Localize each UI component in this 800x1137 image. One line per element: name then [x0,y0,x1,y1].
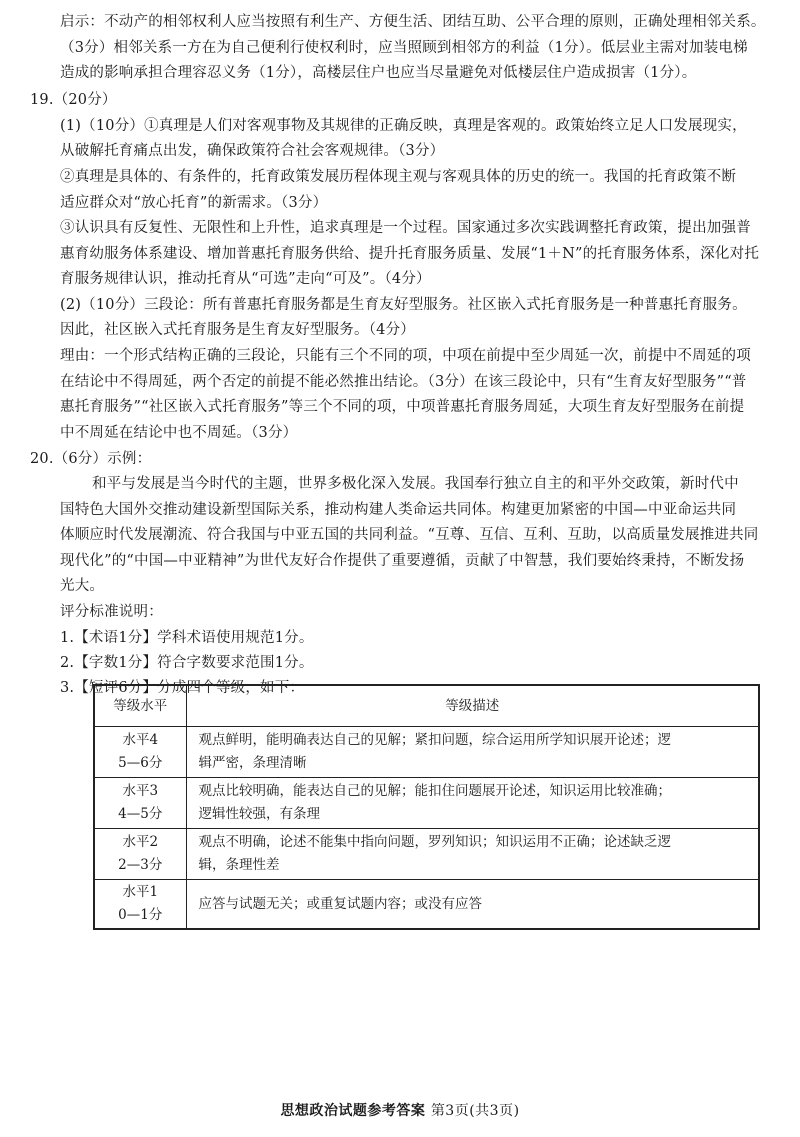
desc-text: 观点比较明确，能表达自己的见解；能扣住问题展开论述，知识运用比较准确； [198,783,671,799]
desc-cell [186,727,759,778]
table-header-desc: 等级描述 [186,685,759,727]
scoring-item: 2.【字数1分】符合字数要求范围1分。 [60,655,314,671]
desc-text: 观点不明确，论述不能集中指向问题，罗列知识；知识运用不正确；论述缺乏逻 [198,834,671,850]
sample-paragraph-line: 光大。 [60,578,105,594]
answer-line: 育服务规律认识，推动托育从“可选”走向“可及”。（4分） [60,271,431,287]
answer-line: ②真理是具体的、有条件的，托育政策发展历程体现主观与客观具体的历史的统一。我国的托育政策不断 [60,169,737,185]
level-name: 水平1 [122,884,159,900]
answer-line: 适应群众对“放心托育”的新需求。（3分） [60,195,328,211]
answer-line: ③认识具有反复性、无限性和上升性，追求真理是一个过程。国家通过多次实践调整托育政策，提出加强普 [60,220,751,236]
answer-line: 理由：一个形式结构正确的三段论，只能有三个不同的项，中项在前提中至少周延一次，前提中不周延的项 [60,348,751,364]
level-score: 2—3分 [118,857,163,873]
level-cell [94,778,186,829]
scoring-item: 1.【术语1分】学科术语使用规范1分。 [60,630,314,646]
level-name: 水平2 [122,834,159,850]
sample-paragraph-line: 和平与发展是当今时代的主题，世界多极化深入发展。我国奉行独立自主的和平外交政策，新时代中 [92,476,739,492]
answer-line: 惠托育服务”“社区嵌入式托育服务”等三个不同的项，中项普惠托育服务周延，大项生育友好型服务在前提 [60,399,745,415]
level-cell [94,727,186,778]
level-name: 水平4 [122,732,159,748]
desc-cell [186,829,759,880]
answer-line: 启示：不动产的相邻权利人应当按照有利生产、方便生活、团结互助、公平合理的原则，正确处理相邻关系。 [60,14,766,30]
answer-line: 在结论中不得周延，两个否定的前提不能必然推出结论。（3分）在该三段论中，只有“生育友好型服务”“普 [60,374,747,390]
scoring-item: 3.【短评6分】分成四个等级，如下： [60,680,305,696]
question-number-20: 20.（6分）示例： [30,451,152,467]
answer-line: 造成的影响承担合理容忍义务（1分），高楼层住户也应当尽量避免对低楼层住户造成损害（1分）。 [60,65,697,81]
level-cell [94,829,186,880]
table-header-level: 等级水平 [94,685,186,727]
question-number-19: 19.（20分） [30,92,117,108]
table-row [94,880,759,930]
table-header-row [94,685,759,727]
desc-cell [186,778,759,829]
footer-title: 思想政治试题参考答案 [280,1103,426,1119]
desc-text: 应答与试题无关；或重复试题内容；或没有应答 [198,895,482,912]
answer-line: 惠育幼服务体系建设、增加普惠托育服务供给、提升托育服务质量、发展“1＋N”的托育服务体系，深化对托 [60,246,760,262]
sample-paragraph-line: 国特色大国外交推动建设新型国际关系，推动构建人类命运共同体。构建更加紧密的中国—中亚命运共同 [60,502,737,518]
desc-text: 逻辑性较强，有条理 [198,806,320,822]
desc-cell [186,880,759,930]
level-cell [94,880,186,930]
scoring-heading: 评分标准说明： [60,604,163,620]
level-score: 4—5分 [118,806,163,822]
desc-text: 观点鲜明，能明确表达自己的见解；紧扣问题，综合运用所学知识展开论述；逻 [198,732,671,748]
answer-line: 中不周延在结论中也不周延。（3分） [60,425,298,441]
answer-line: (1)（10分）①真理是人们对客观事物及其规律的正确反映，真理是客观的。政策始终立足人口发展现实， [60,118,747,134]
answer-line: (2)（10分）三段论：所有普惠托育服务都是生育友好型服务。社区嵌入式托育服务是一种普惠托育服务。 [60,297,747,313]
sample-paragraph-line: 体顺应时代发展潮流、符合我国与中亚五国的共同利益。“互尊、互信、互利、互助，以高质量发展推进共同 [60,527,759,543]
desc-text: 辑严密，条理清晰 [198,755,307,771]
answer-line: 从破解托育痛点出发，确保政策符合社会客观规律。（3分） [60,143,445,159]
page-footer [0,1100,800,1120]
sample-paragraph-line: 现代化”的“中国—中亚精神”为世代友好合作提供了重要遵循，贡献了中智慧，我们要始终秉持，不断发扬 [60,553,745,569]
level-score: 5—6分 [118,755,163,771]
answer-line: （3分）相邻关系一方在为自己便利行使权利时，应当照顾到相邻方的利益（1分）。低层业主需对加装电梯 [60,40,748,56]
grading-table [93,684,760,930]
level-score: 0—1分 [118,907,163,923]
table-row [94,829,759,880]
table-row [94,778,759,829]
level-name: 水平3 [122,783,159,799]
answer-line: 因此，社区嵌入式托育服务是生育友好型服务。（4分） [60,322,415,338]
table-row [94,727,759,778]
footer-page-number: 第3页(共3页) [430,1103,520,1119]
desc-text: 辑，条理性差 [198,857,280,873]
